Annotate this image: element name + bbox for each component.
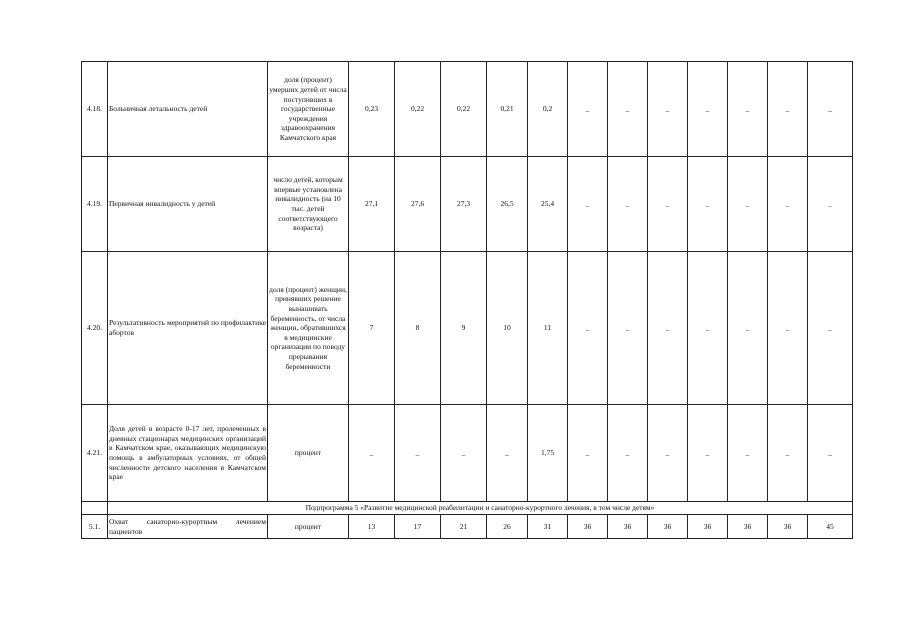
indicator-value: 0,22	[441, 62, 487, 157]
indicator-value: 10	[487, 252, 528, 405]
indicator-value: _	[808, 62, 853, 157]
indicator-value: _	[688, 252, 728, 405]
indicator-name: Результативность мероприятий по профилактике абортов	[108, 252, 268, 405]
indicator-value: _	[349, 405, 395, 502]
indicator-value: 9	[441, 252, 487, 405]
indicator-value: 1,75	[528, 405, 568, 502]
indicator-name: Охват санаторно-курортным лечением пациентов	[108, 515, 268, 539]
indicator-value: _	[648, 62, 688, 157]
indicator-value: 8	[395, 252, 441, 405]
indicator-value: 27,3	[441, 157, 487, 252]
row-number: 4.18.	[82, 62, 108, 157]
table-body	[82, 62, 853, 539]
indicator-value: 0,2	[528, 62, 568, 157]
indicator-value: _	[728, 157, 768, 252]
indicator-value: _	[768, 62, 808, 157]
row-number: 4.21.	[82, 405, 108, 502]
table-row	[82, 252, 853, 405]
indicator-value: 0,21	[487, 62, 528, 157]
indicator-unit: число детей, которым впервые установлена инвалидность (на 10 тыс. детей соответствующего возраста)	[268, 157, 349, 252]
indicator-value: _	[688, 157, 728, 252]
indicator-value: 21	[441, 515, 487, 539]
indicator-value: 17	[395, 515, 441, 539]
indicator-value: 27,6	[395, 157, 441, 252]
indicator-value: 36	[728, 515, 768, 539]
indicator-unit: доля (процент) умерших детей от числа поступивших в государственные учреждения здравоохранения Камчатского края	[268, 62, 349, 157]
indicator-name: Больничная летальность детей	[108, 62, 268, 157]
subprogram-number-cell	[82, 502, 108, 515]
indicator-value: _	[728, 405, 768, 502]
indicator-value: _	[608, 157, 648, 252]
indicator-unit: процент	[268, 405, 349, 502]
indicator-value: _	[441, 405, 487, 502]
indicator-value: _	[568, 157, 608, 252]
indicator-value: 45	[808, 515, 853, 539]
indicator-value: _	[768, 157, 808, 252]
indicator-value: _	[648, 157, 688, 252]
indicator-value: 27,1	[349, 157, 395, 252]
indicator-value: _	[808, 405, 853, 502]
indicator-value: _	[688, 62, 728, 157]
row-number: 4.19.	[82, 157, 108, 252]
indicator-value: _	[768, 252, 808, 405]
indicator-value: _	[768, 405, 808, 502]
indicator-value: _	[395, 405, 441, 502]
table-row	[82, 62, 853, 157]
indicator-value: 36	[648, 515, 688, 539]
indicator-value: _	[568, 252, 608, 405]
indicator-unit: процент	[268, 515, 349, 539]
indicator-name: Первичная инвалидность у детей	[108, 157, 268, 252]
indicator-value: _	[688, 405, 728, 502]
indicator-value: 36	[688, 515, 728, 539]
indicator-value: 0,22	[395, 62, 441, 157]
indicator-value: _	[608, 405, 648, 502]
indicator-value: _	[648, 252, 688, 405]
indicator-value: _	[728, 62, 768, 157]
row-number: 5.1.	[82, 515, 108, 539]
indicator-value: _	[568, 62, 608, 157]
indicator-value: 31	[528, 515, 568, 539]
indicator-value: _	[808, 157, 853, 252]
indicator-value: 25,4	[528, 157, 568, 252]
indicator-value: 0,23	[349, 62, 395, 157]
indicator-value: _	[728, 252, 768, 405]
indicator-value: _	[648, 405, 688, 502]
subprogram-heading: Подпрограмма 5 «Развитие медицинской реабилитации и санаторно-курортного лечения, в том числе детям»	[108, 502, 853, 515]
subprogram-row	[82, 502, 853, 515]
indicator-value: 36	[568, 515, 608, 539]
indicator-value: _	[608, 62, 648, 157]
indicator-name: Доля детей в возрасте 0-17 лет, пролеченных в дневных стационарах медицинских организаций в Камчатском крае, оказывающих медицинскую помощь в амбулаторных условиях, от общей численности детского населения в Камчатском крае	[108, 405, 268, 502]
indicator-value: 36	[768, 515, 808, 539]
table-row	[82, 405, 853, 502]
indicator-value: _	[608, 252, 648, 405]
indicator-value: _	[568, 405, 608, 502]
indicator-value: 7	[349, 252, 395, 405]
row-number: 4.20.	[82, 252, 108, 405]
table-row	[82, 515, 853, 539]
indicators-table	[81, 61, 853, 539]
indicator-value: 13	[349, 515, 395, 539]
indicator-value: 26,5	[487, 157, 528, 252]
indicator-value: 26	[487, 515, 528, 539]
indicator-value: 36	[608, 515, 648, 539]
indicator-value: _	[808, 252, 853, 405]
indicator-value: 11	[528, 252, 568, 405]
table-row	[82, 157, 853, 252]
indicator-unit: доля (процент) женщин, принявших решение вынашивать беременность, от числа женщин, обратившихся в медицинские организации по поводу прерывания беременности	[268, 252, 349, 405]
indicator-value: _	[487, 405, 528, 502]
